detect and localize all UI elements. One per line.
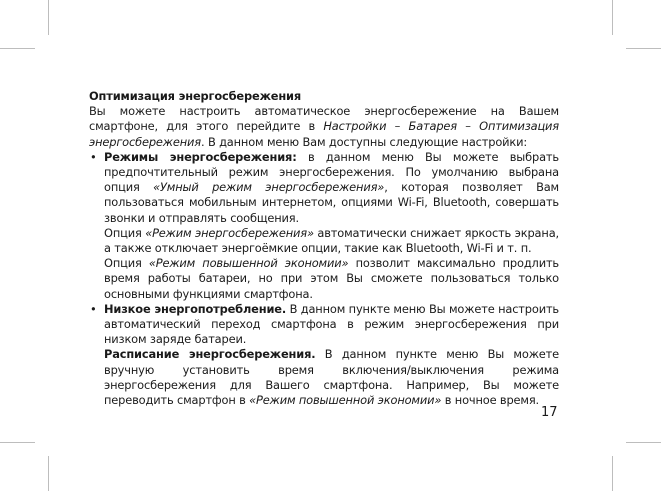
item-paragraph [104, 302, 559, 348]
item-paragraph [104, 256, 559, 302]
item-heading: Режимы энергосбережения: [104, 149, 297, 164]
page-number: 17 [541, 405, 558, 420]
item-paragraph [104, 150, 559, 226]
item-text: Опция [104, 225, 146, 240]
item-text: Опция [104, 256, 149, 271]
option-name: «Режим повышенной экономии» [249, 393, 442, 408]
settings-path: Настройки – Батарея – Оптимизация энергосбережения [89, 119, 559, 149]
item-text: , которая позволяет Вам пользоваться мобильным интернетом, опциями Wi-Fi, Bluetooth, совершать звонки и отправлять сообщения. [104, 180, 560, 225]
item-text: в ночное время. [441, 393, 540, 408]
item-text: В данном пункте меню Вы можете настроить автоматический переход смартфона в режим энергосбережения при низком заряде батареи. [104, 301, 559, 347]
option-name: «Умный режим энергосбережения» [153, 180, 385, 195]
document-page [89, 89, 559, 408]
list-item-low-power [89, 302, 559, 408]
intro-paragraph [89, 104, 559, 150]
item-heading: Низкое энергопотребление. [104, 301, 287, 316]
crop-mark [48, 456, 49, 491]
item-paragraph [104, 347, 559, 408]
crop-mark [626, 48, 661, 49]
item-text: в данном меню Вы можете выбрать предпочтительный режим энергосбережения. По умолчанию выбрана опция [104, 149, 559, 195]
bullet-icon: • [90, 301, 97, 316]
section-title: Оптимизация энергосбережения [89, 89, 302, 103]
bullet-icon: • [90, 149, 97, 164]
item-heading: Расписание энергосбережения. [104, 347, 316, 362]
crop-mark [626, 442, 661, 443]
item-paragraph [104, 226, 559, 256]
item-text: позволит максимально продлить время работы батареи, но при этом Вы сможете пользоваться только основными функциями смартфона. [104, 256, 559, 301]
settings-list [89, 150, 559, 408]
intro-text-end: . В данном меню Вам доступны следующие настройки: [201, 134, 528, 149]
crop-mark [612, 0, 613, 35]
intro-text: Вы можете настроить автоматическое энергосбережение на Вашем смартфоне, для этого перейдите в [89, 104, 559, 134]
list-item-power-modes [89, 150, 559, 302]
option-name: «Режим повышенной экономии» [148, 256, 349, 271]
crop-mark [0, 442, 35, 443]
item-text: В данном пункте меню Вы можете вручную установить время включения/выключения режима энергосбережения для Вашего смартфона. Например, Вы можете переводить смартфон в [104, 347, 560, 408]
item-text: автоматически снижает яркость экрана, а также отключает энергоёмкие опции, такие как Bluetooth, Wi-Fi и т. п. [104, 225, 559, 256]
crop-mark [48, 0, 49, 35]
option-name: «Режим энергосбережения» [145, 225, 314, 240]
crop-mark [0, 48, 35, 49]
crop-mark [612, 456, 613, 491]
